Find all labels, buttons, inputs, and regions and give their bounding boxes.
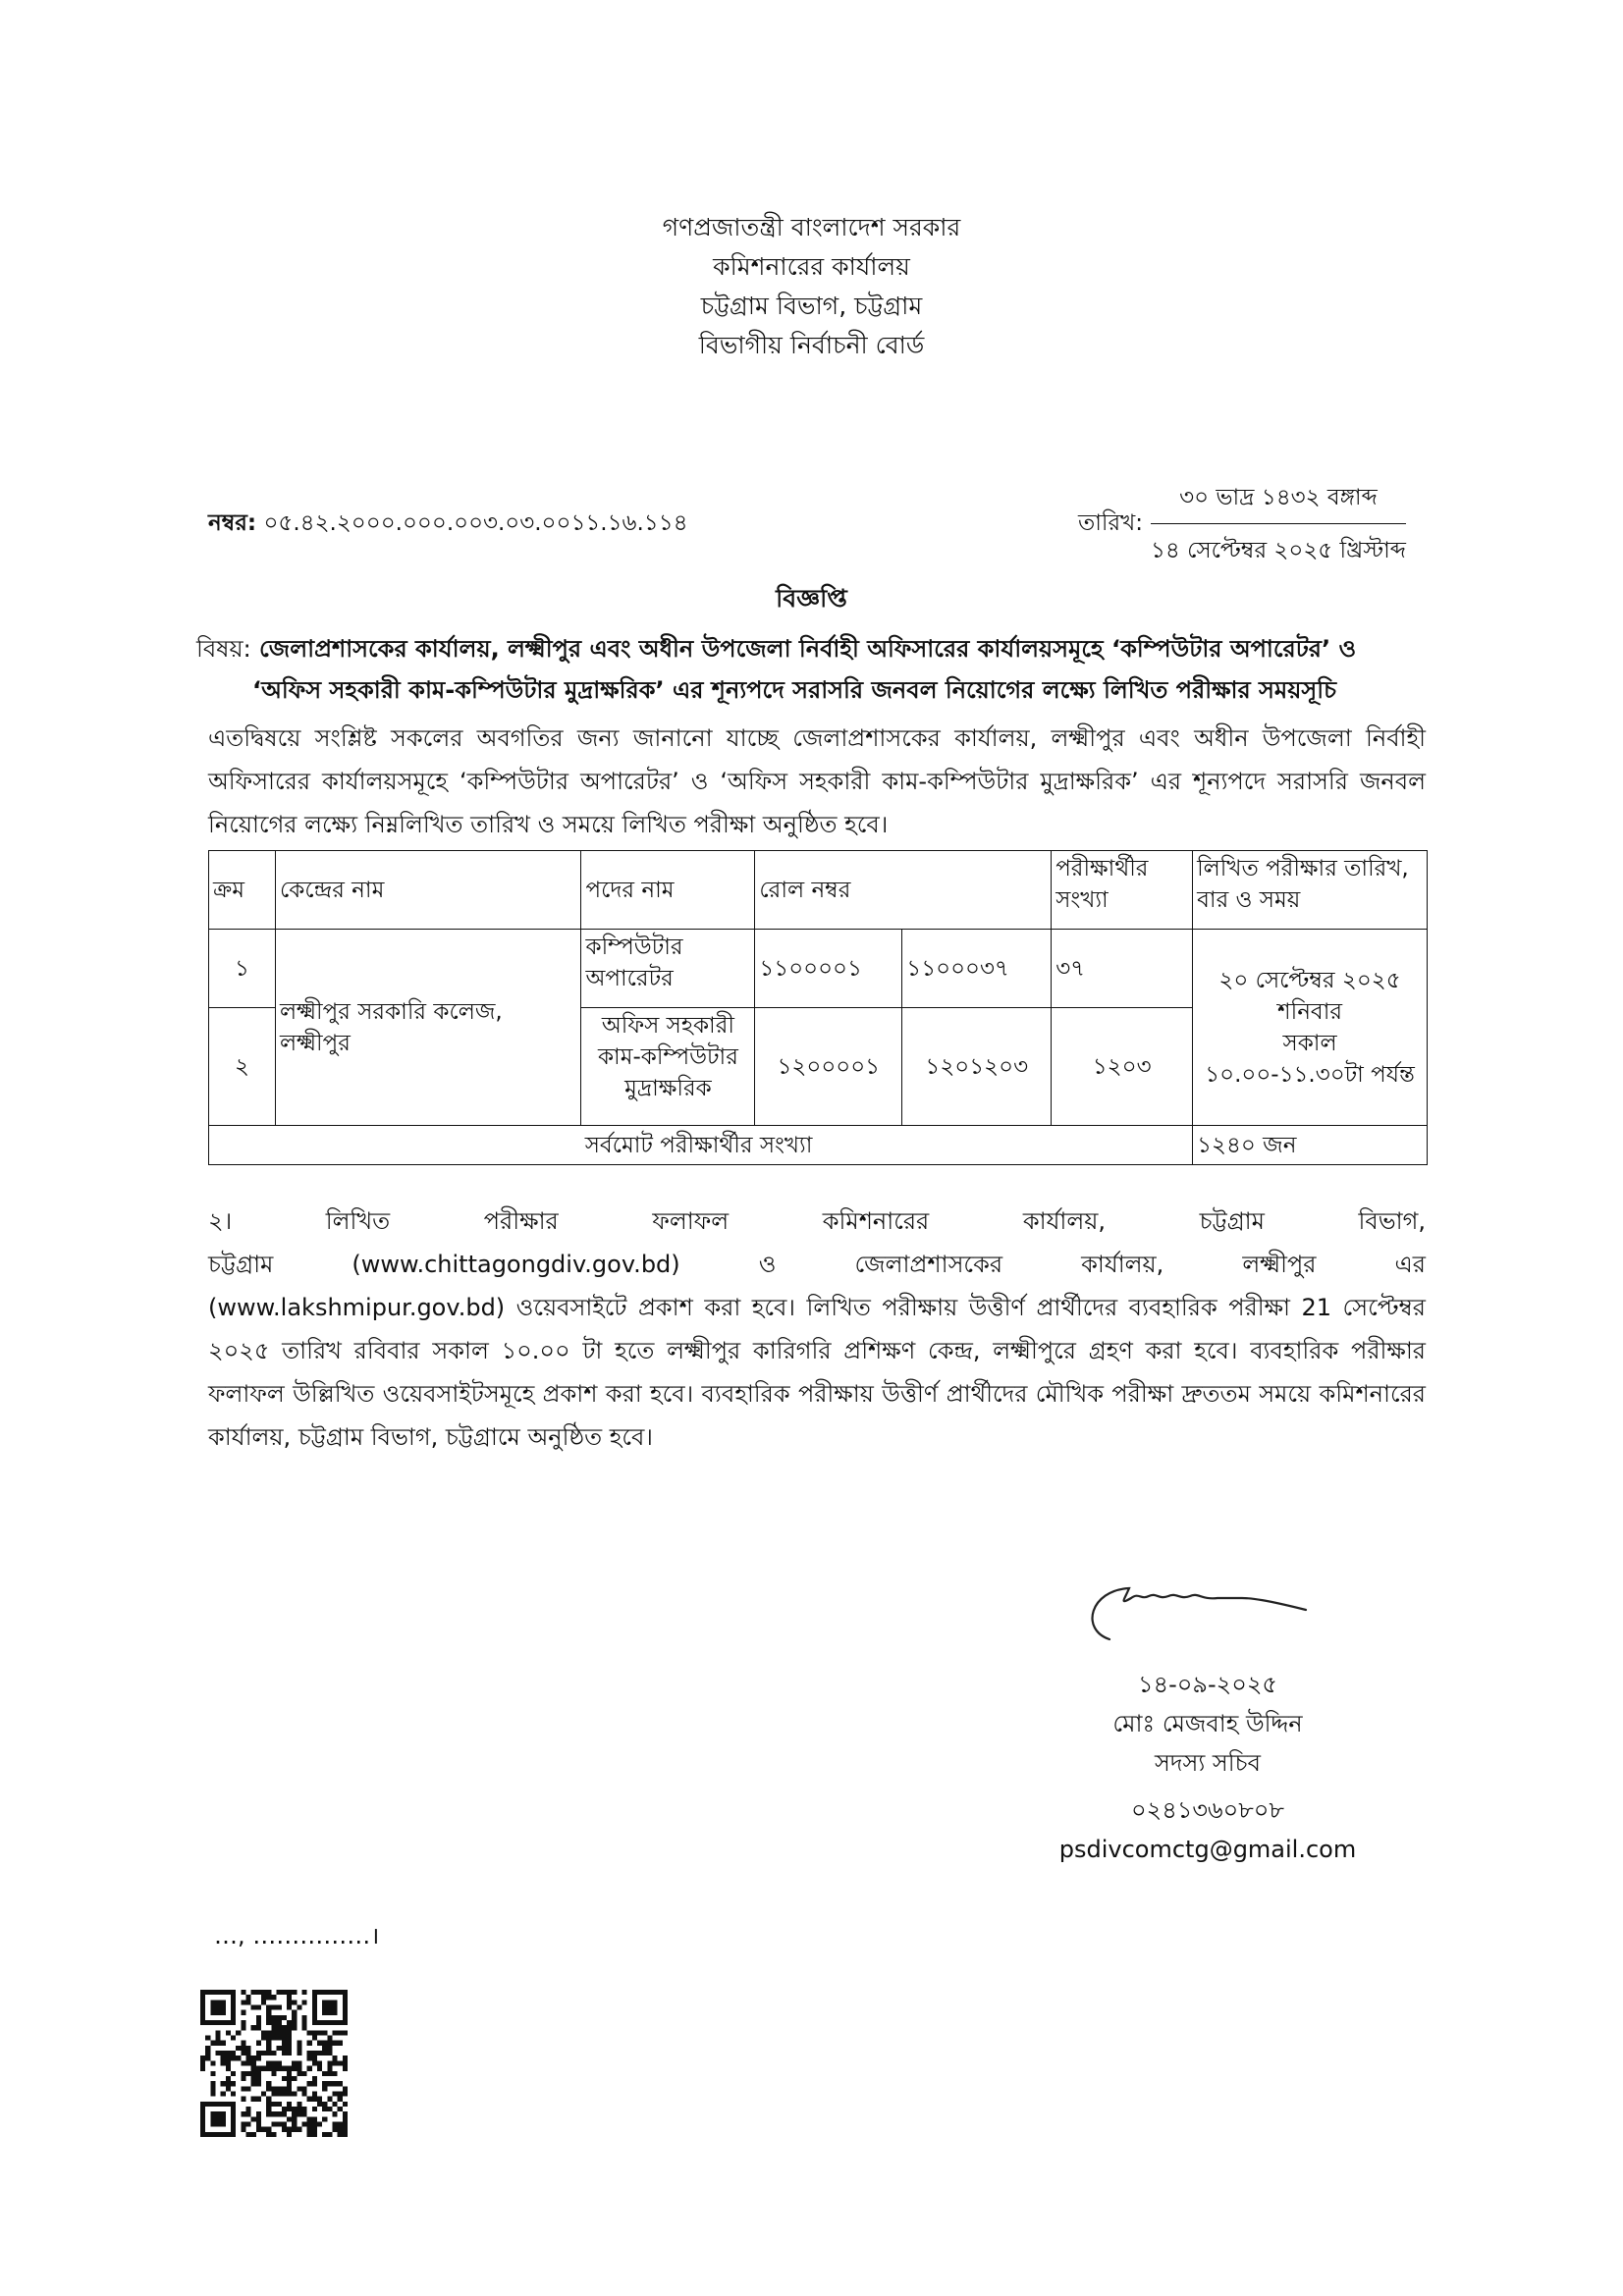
row-count: ৩৭ bbox=[1052, 930, 1193, 1008]
reference-number bbox=[208, 505, 688, 543]
row-roll-to: ১২০১২০৩ bbox=[902, 1008, 1052, 1126]
intro-paragraph: এতদ্বিষয়ে সংশ্লিষ্ট সকলের অবগতির জন্য জানানো যাচ্ছে জেলাপ্রশাসকের কার্যালয়, লক্ষ্মীপুর এবং অধীন উপজেলা নির্বাহী অফিসারের কার্যালয়সমূহে ‘কম্পিউটার অপারেটর’ ও ‘অফিস সহকারী কাম-কম্পিউটার মুদ্রাক্ষরিক’ এর শূন্যপদে সরাসরি জনবল নিয়োগের লক্ষ্যে নিম্নলিখিত তারিখ ও সময়ে লিখিত পরীক্ষা অনুষ্ঠিত হবে। bbox=[208, 724, 1426, 838]
subject-line-2: ‘অফিস সহকারী কাম-কম্পিউটার মুদ্রাক্ষরিক’ এর শূন্যপদে সরাসরি জনবল নিয়োগের লক্ষ্যে লিখিত পরীক্ষার সময়সূচি bbox=[252, 676, 1337, 704]
exam-period: সকাল bbox=[1282, 1030, 1337, 1056]
distribution-placeholder: …, ……………। bbox=[214, 1922, 380, 1949]
reference-label: নম্বর: bbox=[208, 510, 257, 536]
header-examinees: পরীক্ষার্থীর সংখ্যা bbox=[1052, 851, 1193, 930]
qr-code-icon bbox=[200, 1990, 348, 2137]
signatory-email: psdivcomctg@gmail.com bbox=[1058, 1836, 1357, 1863]
date-gregorian: ১৪ সেপ্টেম্বর ২০২৫ খ্রিস্টাব্দ bbox=[1151, 538, 1406, 563]
header-roll: রোল নম্বর bbox=[755, 851, 1052, 930]
row-roll-from: ১১০০০০১ bbox=[755, 930, 902, 1008]
header-datetime: লিখিত পরীক্ষার তারিখ, বার ও সময় bbox=[1193, 851, 1428, 930]
subject-label: বিষয়: bbox=[196, 635, 251, 663]
exam-schedule-table bbox=[208, 850, 1428, 1165]
date-bangla: ৩০ ভাদ্র ১৪৩২ বঙ্গাব্দ bbox=[1151, 479, 1406, 524]
header-government: গণপ্রজাতন্ত্রী বাংলাদেশ সরকার bbox=[662, 213, 961, 241]
row-serial: ১ bbox=[209, 930, 276, 1008]
header-center: কেন্দ্রের নাম bbox=[275, 851, 581, 930]
signatory-name: মোঃ মেজবাহ উদ্দিন bbox=[1112, 1710, 1303, 1737]
signatory-block bbox=[1021, 1665, 1394, 1869]
row-roll-from: ১২০০০০১ bbox=[755, 1008, 902, 1126]
signatory-phone: ০২৪১৩৬০৮০৮ bbox=[1131, 1796, 1284, 1824]
signatory-designation: সদস্য সচিব bbox=[1155, 1749, 1261, 1777]
date-block bbox=[1151, 479, 1406, 570]
signature-image bbox=[1070, 1571, 1325, 1649]
exam-day: শনিবার bbox=[1277, 998, 1343, 1025]
exam-datetime bbox=[1193, 930, 1428, 1126]
subject bbox=[196, 628, 1434, 711]
table-total-row bbox=[209, 1126, 1428, 1165]
row-post: কম্পিউটার অপারেটর bbox=[581, 930, 755, 1008]
signatory-date: ১৪-০৯-২০২৫ bbox=[1137, 1671, 1278, 1698]
row-post: অফিস সহকারী কাম-কম্পিউটার মুদ্রাক্ষরিক bbox=[581, 1008, 755, 1126]
results-paragraph bbox=[208, 1200, 1426, 1459]
subject-line-1: জেলাপ্রশাসকের কার্যালয়, লক্ষ্মীপুর এবং অধীন উপজেলা নির্বাহী অফিসারের কার্যালয়সমূহে ‘কম্পিউটার অপারেটর’ ও bbox=[259, 635, 1357, 663]
header-office: কমিশনারের কার্যালয় bbox=[713, 252, 910, 281]
exam-date: ২০ সেপ্টেম্বর ২০২৫ bbox=[1218, 967, 1401, 993]
header-division: চট্টগ্রাম বিভাগ, চট্টগ্রাম bbox=[700, 292, 923, 320]
table-row bbox=[209, 930, 1428, 1008]
exam-time: ১০.০০-১১.৩০টা পর্যন্ত bbox=[1205, 1061, 1415, 1088]
results-rest: (www.lakshmipur.gov.bd) ওয়েবসাইটে প্রকাশ করা হবে। লিখিত পরীক্ষায় উত্তীর্ণ প্রার্থীদের ব্যবহারিক পরীক্ষা 21 সেপ্টেম্বর ২০২৫ তারিখ রবিবার সকাল ১০.০০ টা হতে লক্ষ্মীপুর কারিগরি প্রশিক্ষণ কেন্দ্র, লক্ষ্মীপুরে গ্রহণ করা হবে। ব্যবহারিক পরীক্ষার ফলাফল উল্লিখিত ওয়েবসাইটসমূহে প্রকাশ করা হবে। ব্যবহারিক পরীক্ষায় উত্তীর্ণ প্রার্থীদের মৌখিক পরীক্ষা দ্রুততম সময়ে কমিশনারের কার্যালয়, চট্টগ্রাম বিভাগ, চট্টগ্রামে অনুষ্ঠিত হবে। bbox=[208, 1294, 1426, 1451]
row-roll-to: ১১০০০৩৭ bbox=[902, 930, 1052, 1008]
total-value: ১২৪০ জন bbox=[1193, 1126, 1428, 1165]
results-line-2: চট্টগ্রাম (www.chittagongdiv.gov.bd) ও জেলাপ্রশাসকের কার্যালয়, লক্ষ্মীপুর এর bbox=[208, 1251, 1426, 1278]
header-serial: ক্রম bbox=[209, 851, 276, 930]
row-count: ১২০৩ bbox=[1052, 1008, 1193, 1126]
reference-value: ০৫.৪২.২০০০.০০০.০০৩.০৩.০০১১.১৬.১১৪ bbox=[263, 510, 688, 536]
center-name: লক্ষ্মীপুর সরকারি কলেজ, লক্ষ্মীপুর bbox=[275, 930, 581, 1126]
total-label: সর্বমোট পরীক্ষার্থীর সংখ্যা bbox=[209, 1126, 1193, 1165]
notice-title: বিজ্ঞপ্তি bbox=[776, 584, 847, 613]
office-header bbox=[0, 208, 1623, 365]
date-label: তারিখ: bbox=[1078, 510, 1144, 536]
table-header-row bbox=[209, 851, 1428, 930]
row-serial: ২ bbox=[209, 1008, 276, 1126]
results-line-1: ২। লিখিত পরীক্ষার ফলাফল কমিশনারের কার্যালয়, চট্টগ্রাম বিভাগ, bbox=[208, 1207, 1426, 1235]
header-board: বিভাগীয় নির্বাচনী বোর্ড bbox=[698, 331, 925, 359]
header-post: পদের নাম bbox=[581, 851, 755, 930]
